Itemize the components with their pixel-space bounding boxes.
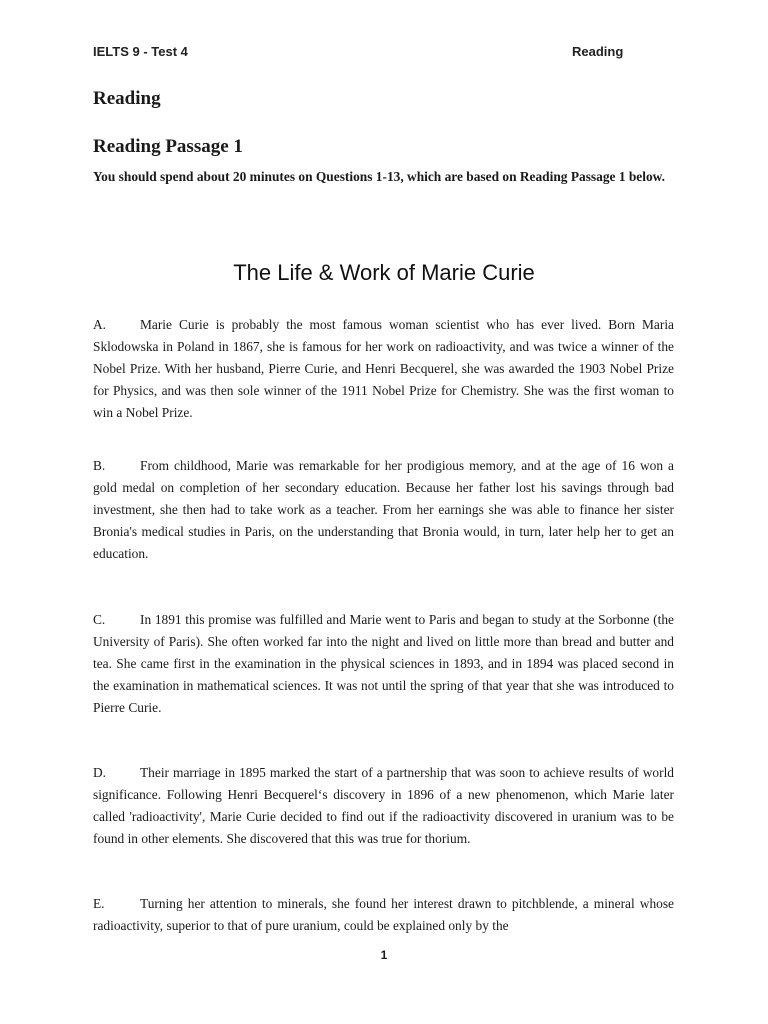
paragraph-a	[93, 314, 674, 424]
header-right: Reading	[572, 44, 624, 59]
passage-heading: Reading Passage 1	[93, 136, 243, 157]
header-left: IELTS 9 - Test 4	[93, 44, 188, 59]
paragraph-b	[93, 455, 674, 565]
article-title: The Life & Work of Marie Curie	[233, 260, 535, 285]
paragraph-d	[93, 762, 674, 850]
page-number: 1	[380, 948, 388, 962]
paragraph-c	[93, 609, 674, 719]
paragraph-text: From childhood, Marie was remarkable for her prodigious memory, and at the age of 16 won a gold medal on completion of her secondary education. Because her father lost his savings through bad investment, she then had to take work as a teacher. From her earnings she was able to finance her sister Bronia's medical studies in Paris, on the understanding that Bronia would, in turn, later help her to get an education.	[93, 458, 674, 561]
paragraph-text: Turning her attention to minerals, she found her interest drawn to pitchblende, a mineral whose radioactivity, superior to that of pure uranium, could be explained only by the	[93, 896, 674, 933]
paragraph-e	[93, 893, 674, 937]
paragraph-letter: E.	[93, 896, 105, 911]
instructions: You should spend about 20 minutes on Questions 1-13, which are based on Reading Passage 1 below.	[93, 169, 665, 184]
section-heading: Reading	[93, 88, 161, 109]
paragraph-letter: C.	[93, 612, 106, 627]
paragraph-letter: D.	[93, 765, 107, 780]
paragraph-letter: A.	[93, 317, 107, 332]
paragraph-text: In 1891 this promise was fulfilled and Marie went to Paris and began to study at the Sorbonne (the University of Paris). She often worked far into the night and lived on little more than bread and butter and tea. She came first in the examination in the physical sciences in 1893, and in 1894 was placed second in the examination in mathematical sciences. It was not until the spring of that year that she was introduced to Pierre Curie.	[93, 612, 674, 715]
paragraph-text: Marie Curie is probably the most famous woman scientist who has ever lived. Born Maria Sklodowska in Poland in 1867, she is famous for her work on radioactivity, and was twice a winner of the Nobel Prize. With her husband, Pierre Curie, and Henri Becquerel, she was awarded the 1903 Nobel Prize for Physics, and was then sole winner of the 1911 Nobel Prize for Chemistry. She was the first woman to win a Nobel Prize.	[93, 317, 674, 420]
paragraph-letter: B.	[93, 458, 106, 473]
paragraph-text: Their marriage in 1895 marked the start of a partnership that was soon to achieve results of world significance. Following Henri Becquerel‘s discovery in 1896 of a new phenomenon, which Marie later called 'radioactivity', Marie Curie decided to find out if the radioactivity discovered in uranium was to be found in other elements. She discovered that this was true for thorium.	[93, 765, 674, 846]
